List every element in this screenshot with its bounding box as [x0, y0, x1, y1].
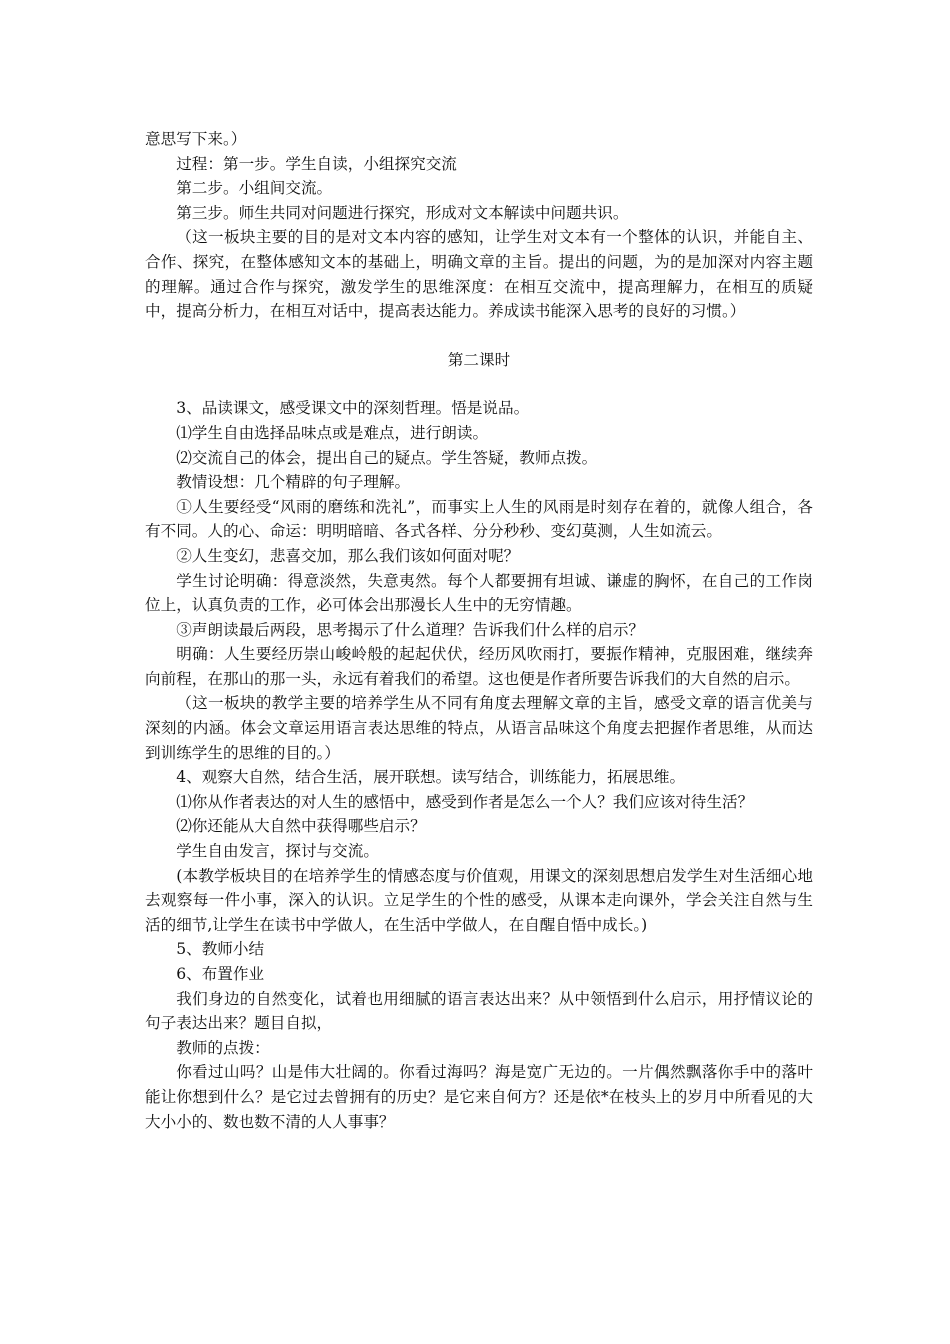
document-page [145, 127, 813, 1134]
paragraph: ⑵你还能从大自然中获得哪些启示？ [176, 817, 426, 836]
paragraph: ③声朗读最后两段，思考揭示了什么道理？告诉我们什么样的启示？ [176, 620, 645, 639]
paragraph: 第三步。师生共同对问题进行探究，形成对文本解读中问题共识。 [176, 203, 629, 222]
paragraph: 第二步。小组间交流。 [176, 179, 333, 198]
paragraph: 6、布置作业 [176, 965, 265, 983]
paragraph: ②人生变幻，悲喜交加，那么我们该如何面对呢？ [176, 546, 520, 565]
paragraph: ⑴你从作者表达的对人生的感悟中，感受到作者是怎么一个人？我们应该对待生活？ [176, 792, 754, 811]
paragraph: 4、观察大自然，结合生活，展开联想。读写结合，训练能力，拓展思维。 [176, 768, 686, 787]
paragraph: (本教学板块目的在培养学生的情感态度与价值观，用课文的深刻思想启发学生对生活细心地去观察每一件小事，深入的认识。立足学生的个性的感受，从课本走向课外，学会关注自然与生活的细节,让学生在读书中学做人，在生活中学做人，在自醒自悟中成长。) [145, 866, 813, 934]
paragraph: 3、品读课文，感受课文中的深刻哲理。悟是说品。 [176, 399, 530, 418]
paragraph: 5、教师小结 [176, 940, 265, 959]
paragraph: 教情设想：几个精辟的句子理解。 [176, 473, 411, 492]
paragraph: 明确：人生要经历崇山峻岭般的起起伏伏，经历风吹雨打，要振作精神，克服困难，继续奔向前程，在那山的那一头，永远有着我们的希望。这也便是作者所要告诉我们的大自然的启示。 [145, 645, 813, 688]
paragraph: 我们身边的自然变化，试着也用细腻的语言表达出来？从中领悟到什么启示，用抒情议论的句子表达出来？题目自拟， [145, 989, 813, 1033]
paragraph: 过程：第一步。学生自读，小组探究交流 [176, 154, 457, 173]
paragraph: ⑵交流自己的体会，提出自己的疑点。学生答疑，教师点拨。 [176, 448, 598, 467]
paragraph: 你看过山吗？山是伟大壮阔的。你看过海吗？海是宽广无边的。一片偶然飘落你手中的落叶能让你想到什么？是它过去曾拥有的历史？是它来自何方？还是依*在枝头上的岁月中所看见的大大小小的、数也数不清的人人事事？ [145, 1063, 813, 1131]
paragraph: ⑴学生自由选择品味点或是难点，进行朗读。 [176, 423, 489, 442]
paragraph: 学生讨论明确：得意淡然，失意夷然。每个人都要拥有坦诚、谦虚的胸怀，在自己的工作岗位上，认真负责的工作，必可体会出那漫长人生中的无穷情趣。 [145, 571, 813, 615]
paragraph: （这一板块主要的目的是对文本内容的感知，让学生对文本有一个整体的认识，并能自主、合作、探究，在整体感知文本的基础上，明确文章的主旨。提出的问题，为的是加深对内容主题的理解。通过合作与探究，激发学生的思维深度：在相互交流中，提高理解力，在相互的质疑中，提高分析力，在相互对话中，提高表达能力。养成读书能深入思考的良好的习惯。） [145, 228, 813, 321]
paragraph: ①人生要经受“风雨的磨练和洗礼”，而事实上人生的风雨是时刻存在着的，就像人组合，各有不同。人的心、命运：明明暗暗、各式各样、分分秒秒、变幻莫测，人生如流云。 [145, 497, 813, 541]
paragraph: （这一板块的教学主要的培养学生从不同有角度去理解文章的主旨，感受文章的语言优美与深刻的内涵。体会文章运用语言表达思维的特点，从语言品味这个角度去把握作者思维，从而达到训练学生的思维的目的。） [145, 694, 813, 762]
paragraph: 学生自由发言，探讨与交流。 [176, 842, 379, 861]
section-heading: 第二课时 [447, 350, 511, 369]
paragraph: 教师的点拨： [176, 1038, 270, 1057]
paragraph: 意思写下来。） [145, 130, 247, 148]
